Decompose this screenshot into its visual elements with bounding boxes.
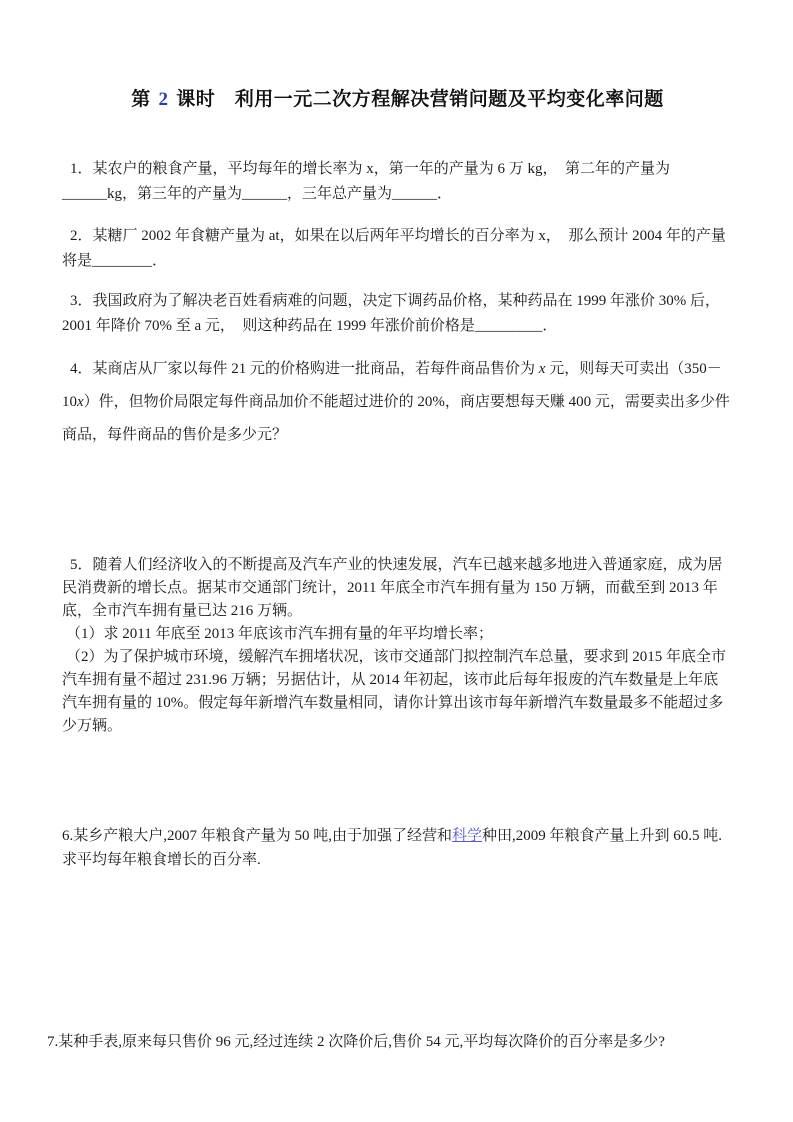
science-hyperlink[interactable]: 科学	[452, 828, 483, 844]
title-part-2: 课时 利用一元二次方程解决营销问题及平均变化率问题	[170, 89, 664, 110]
question-5-part-1: （1）求 2011 年底至 2013 年底该市汽车拥有量的年平均增长率；	[66, 626, 493, 642]
page-title	[62, 0, 733, 111]
question-2: 2．某糖厂 2002 年食糖产量为 at，如果在以后两年平均增长的百分率为 x， 那么预计 2004 年的产量将是________．	[62, 228, 726, 269]
question-4	[62, 353, 733, 452]
question-5-intro: 5．随着人们经济收入的不断提高及汽车产业的快速发展，汽车已越来越多地进入普通家庭，成为居民消费新的增长点。据某市交通部门统计，2011 年底全市汽车拥有量为 150 万辆，而截至到 2013 年底，全市汽车拥有量已达 216 万辆。	[62, 557, 723, 619]
title-part-1: 第	[131, 89, 157, 110]
question-5	[62, 554, 733, 738]
question-6-text-b: 种田,2009 年粮食产量上升到 60.5 吨. 求平均每年粮食增长的百分率.	[62, 828, 726, 868]
question-1: 1．某农户的粮食产量，平均每年的增长率为 x，第一年的产量为 6 万 kg， 第二年的产量为______kg，第三年的产量为______，三年总产量为______．	[62, 161, 671, 202]
question-4-text-c: ）件，但物价局限定每件商品加价不能超过进价的 20%，商店要想每天赚 400 元，需要卖出多少件商品，每件商品的售价是多少元？	[62, 394, 730, 443]
question-4-text-b: 元，则每天可卖出（350－10	[62, 361, 722, 410]
title-lesson-number: 2	[158, 89, 169, 110]
question-7: 7.某种手表,原来每只售价 96 元,经过连续 2 次降价后,售价 54 元,平均每次降价的百分率是多少?	[47, 1034, 665, 1050]
question-4-text-a: 4．某商店从厂家以每件 21 元的价格购进一批商品，若每件商品售价为	[70, 361, 539, 377]
question-5-part-2: （2）为了保护城市环境，缓解汽车拥堵状况，该市交通部门拟控制汽车总量，要求到 2015 年底全市汽车拥有量不超过 231.96 万辆；另据估计，从 2014 年初起，该市此后每年报废的汽车数量是上年底汽车拥有量的 10%。假定每年新增汽车数量相同，请你计算出该市每年新增汽车数量最多不能超过多少万辆。	[62, 649, 727, 734]
question-6-text-a: 6.某乡产粮大户,2007 年粮食产量为 50 吨,由于加强了经营和	[62, 828, 453, 844]
question-3: 3．我国政府为了解决老百姓看病难的问题，决定下调药品价格，某种药品在 1999 年涨价 30% 后，2001 年降价 70% 至 a 元， 则这种药品在 1999 年涨价前价格是_________．	[62, 293, 720, 334]
variable-x: x	[77, 394, 84, 410]
question-6	[62, 824, 733, 872]
variable-x: x	[538, 361, 546, 377]
